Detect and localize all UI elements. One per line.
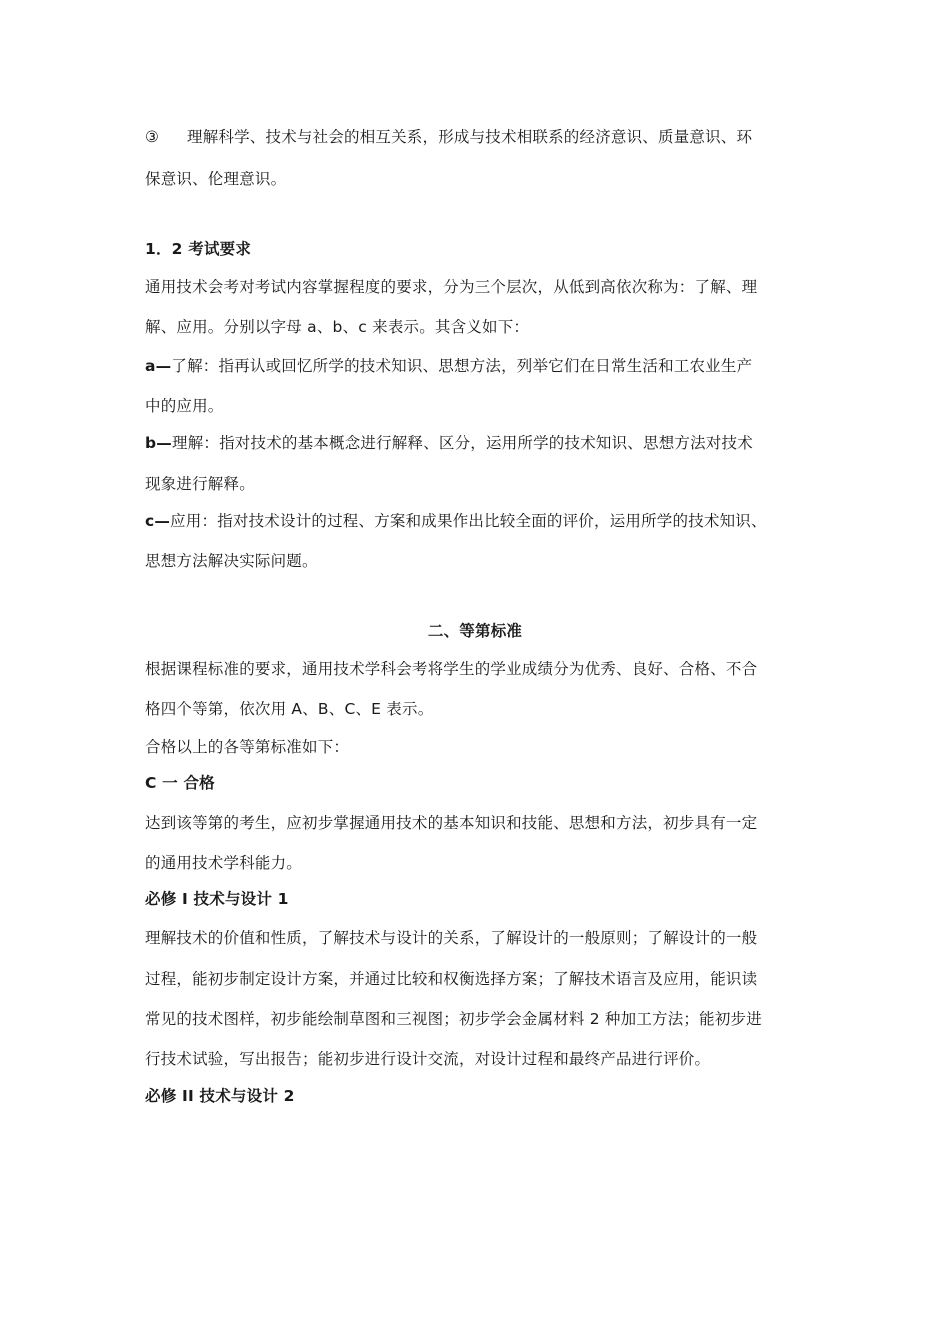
level-c-line1 — [145, 510, 815, 532]
level-b-key: b— — [145, 434, 172, 452]
level-b-text: 理解：指对技术的基本概念进行解释、区分，运用所学的技术知识、思想方法对技术 — [172, 434, 753, 452]
sec12-intro-line2: 解、应用。分别以字母 a、b、c 来表示。其含义如下： — [145, 318, 530, 336]
item3-line1 — [145, 126, 815, 148]
item3-line2: 保意识、伦理意识。 — [145, 170, 287, 188]
level-b-line2: 现象进行解释。 — [145, 475, 255, 493]
required-1-line2: 过程，能初步制定设计方案，并通过比较和权衡选择方案；了解技术语言及应用，能识读 — [145, 970, 758, 988]
sec2-p2: 合格以上的各等第标准如下： — [145, 738, 350, 756]
section-1-2-heading: 1．2 考试要求 — [145, 240, 252, 258]
required-1-line1: 理解技术的价值和性质，了解技术与设计的关系，了解设计的一般原则；了解设计的一般 — [145, 929, 758, 947]
sec12-intro-line1: 通用技术会考对考试内容掌握程度的要求，分为三个层次，从低到高依次称为：了解、理 — [145, 278, 758, 296]
level-c-line2: 思想方法解决实际问题。 — [145, 552, 318, 570]
level-c-key: c— — [145, 512, 171, 530]
sec2-p1-line2: 格四个等第，依次用 A、B、C、E 表示。 — [145, 700, 434, 718]
level-a-key: a— — [145, 357, 172, 375]
grade-c-line2: 的通用技术学科能力。 — [145, 854, 303, 872]
level-c-text: 应用：指对技术设计的过程、方案和成果作出比较全面的评价，运用所学的技术知识、 — [170, 512, 767, 530]
level-a-text: 了解：指再认或回忆所学的技术知识、思想方法，列举它们在日常生活和工农业生产 — [171, 357, 753, 375]
level-a-line1 — [145, 355, 815, 377]
item3-marker: ③ — [145, 128, 160, 146]
required-1-heading: 必修 I 技术与设计 1 — [145, 890, 289, 908]
required-1-line3: 常见的技术图样，初步能绘制草图和三视图；初步学会金属材料 2 种加工方法；能初步进 — [145, 1010, 762, 1028]
level-a-line2: 中的应用。 — [145, 397, 224, 415]
section-2-title: 二、等第标准 — [427, 622, 523, 640]
sec2-p1-line1: 根据课程标准的要求，通用技术学科会考将学生的学业成绩分为优秀、良好、合格、不合 — [145, 660, 758, 678]
level-b-line1 — [145, 432, 815, 454]
required-2-heading: 必修 II 技术与设计 2 — [145, 1087, 295, 1105]
grade-c-heading: C 一 合格 — [145, 774, 215, 792]
required-1-line4: 行技术试验，写出报告；能初步进行设计交流，对设计过程和最终产品进行评价。 — [145, 1050, 711, 1068]
item3-text: 理解科学、技术与社会的相互关系，形成与技术相联系的经济意识、质量意识、环 — [187, 128, 753, 146]
grade-c-line1: 达到该等第的考生，应初步掌握通用技术的基本知识和技能、思想和方法，初步具有一定 — [145, 814, 758, 832]
